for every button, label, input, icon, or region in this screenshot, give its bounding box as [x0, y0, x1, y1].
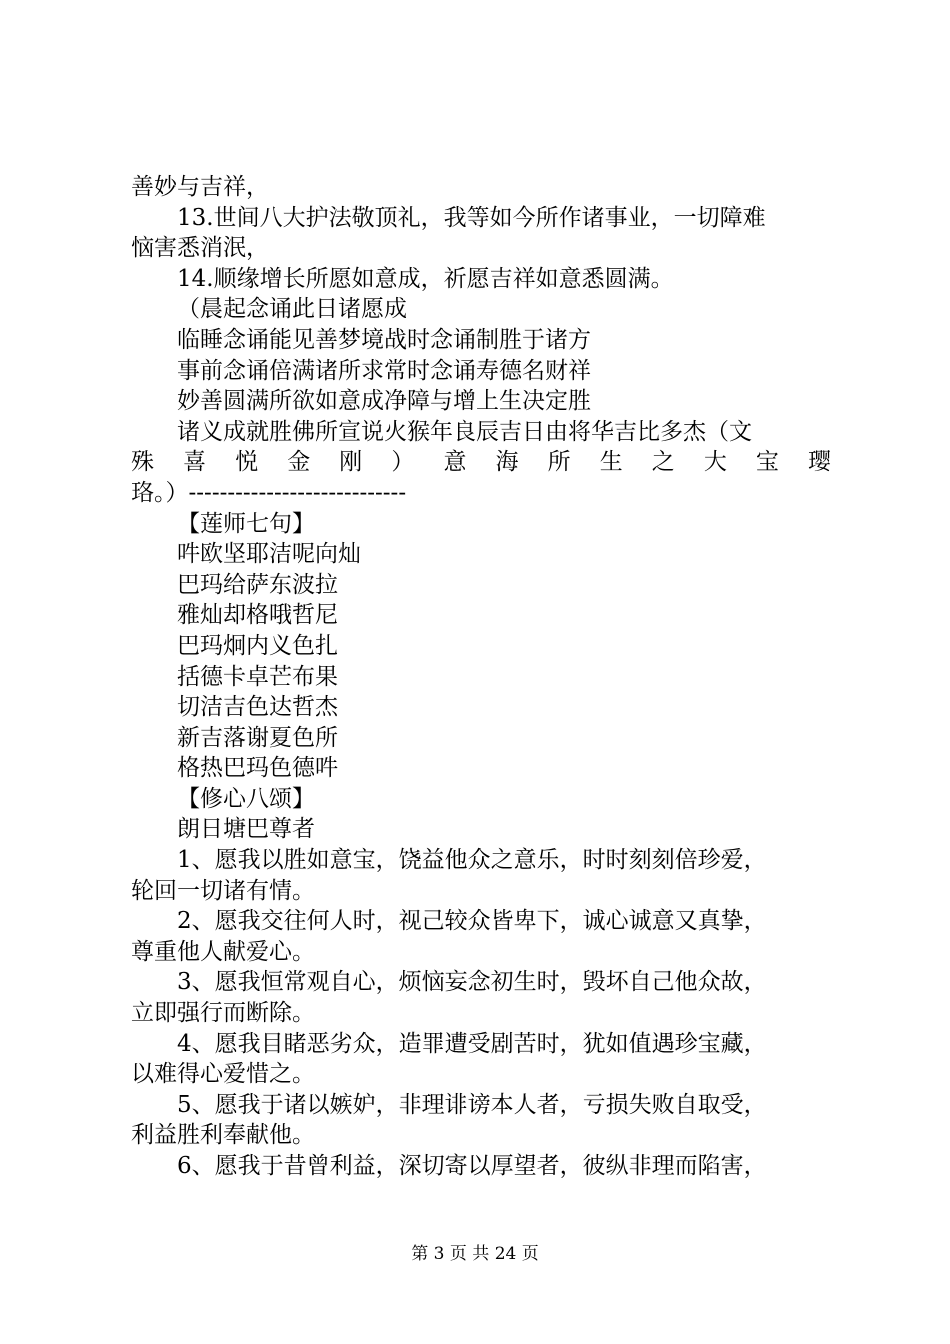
- text-line-verse-14: 14.顺缘增长所愿如意成，祈愿吉祥如意悉圆满。: [177, 265, 674, 292]
- mantra-line: 吽欧坚耶洁呢向灿: [177, 541, 361, 568]
- text-line-separator: 珞。）----------------------------: [131, 479, 407, 506]
- text-line: 事前念诵倍满诸所求常时念诵寿德名财祥: [177, 357, 591, 384]
- mantra-line: 巴玛给萨东波拉: [177, 571, 338, 598]
- page-number: 第 3 页 共 24 页: [411, 1244, 539, 1264]
- mantra-line: 巴玛炯内义色扎: [177, 632, 338, 659]
- verse-line-5: 5、愿我于诸以嫉妒，非理诽谤本人者，亏损失败自取受，: [177, 1091, 767, 1118]
- verse-line-continuation: 轮回一切诸有情。: [131, 877, 315, 904]
- verse-line-4: 4、愿我目睹恶劣众，造罪遭受剧苦时，犹如值遇珍宝藏，: [177, 1030, 767, 1057]
- section-heading-eight-verses: 【修心八颂】: [177, 785, 315, 812]
- text-line: 恼害悉消泯，: [131, 235, 269, 262]
- text-line: 临睡念诵能见善梦境战时念诵制胜于诸方: [177, 326, 591, 353]
- text-line-verse-13: 13.世间八大护法敬顶礼，我等如今所作诸事业，一切障难: [177, 204, 766, 231]
- mantra-line: 雅灿却格哦哲尼: [177, 602, 338, 629]
- author-line: 朗日塘巴尊者: [177, 816, 315, 843]
- verse-line-continuation: 立即强行而断除。: [131, 1000, 315, 1027]
- verse-line-continuation: 以难得心爱惜之。: [131, 1061, 315, 1088]
- text-line: 善妙与吉祥，: [131, 174, 269, 200]
- section-heading-lotus-seven-lines: 【莲师七句】: [177, 510, 315, 537]
- mantra-line: 切洁吉色达哲杰: [177, 694, 338, 721]
- verse-line-continuation: 尊重他人献爱心。: [131, 938, 315, 965]
- mantra-line: 格热巴玛色德吽: [177, 755, 338, 782]
- verse-line-6: 6、愿我于昔曾利益，深切寄以厚望者，彼纵非理而陷害，: [177, 1153, 767, 1179]
- page-footer: [0, 1243, 950, 1265]
- document-body: [131, 172, 831, 1182]
- mantra-line: 括德卡卓芒布果: [177, 663, 338, 690]
- verse-line-2: 2、愿我交往何人时，视己较众皆卑下，诚心诚意又真挚，: [177, 908, 767, 935]
- text-line: 诸义成就胜佛所宣说火猴年良辰吉日由将华吉比多杰（文: [177, 418, 752, 445]
- verse-line-3: 3、愿我恒常观自心，烦恼妄念初生时，毁坏自己他众故，: [177, 969, 767, 996]
- text-line-justified: 殊喜悦金刚）意海所生之大宝璎: [131, 449, 831, 476]
- verse-line-continuation: 利益胜利奉献他。: [131, 1122, 315, 1149]
- text-line: 妙善圆满所欲如意成净障与增上生决定胜: [177, 388, 591, 415]
- verse-line-1: 1、愿我以胜如意宝，饶益他众之意乐，时时刻刻倍珍爱，: [177, 847, 767, 874]
- mantra-line: 新吉落谢夏色所: [177, 724, 338, 751]
- text-line: （晨起念诵此日诸愿成: [177, 296, 407, 323]
